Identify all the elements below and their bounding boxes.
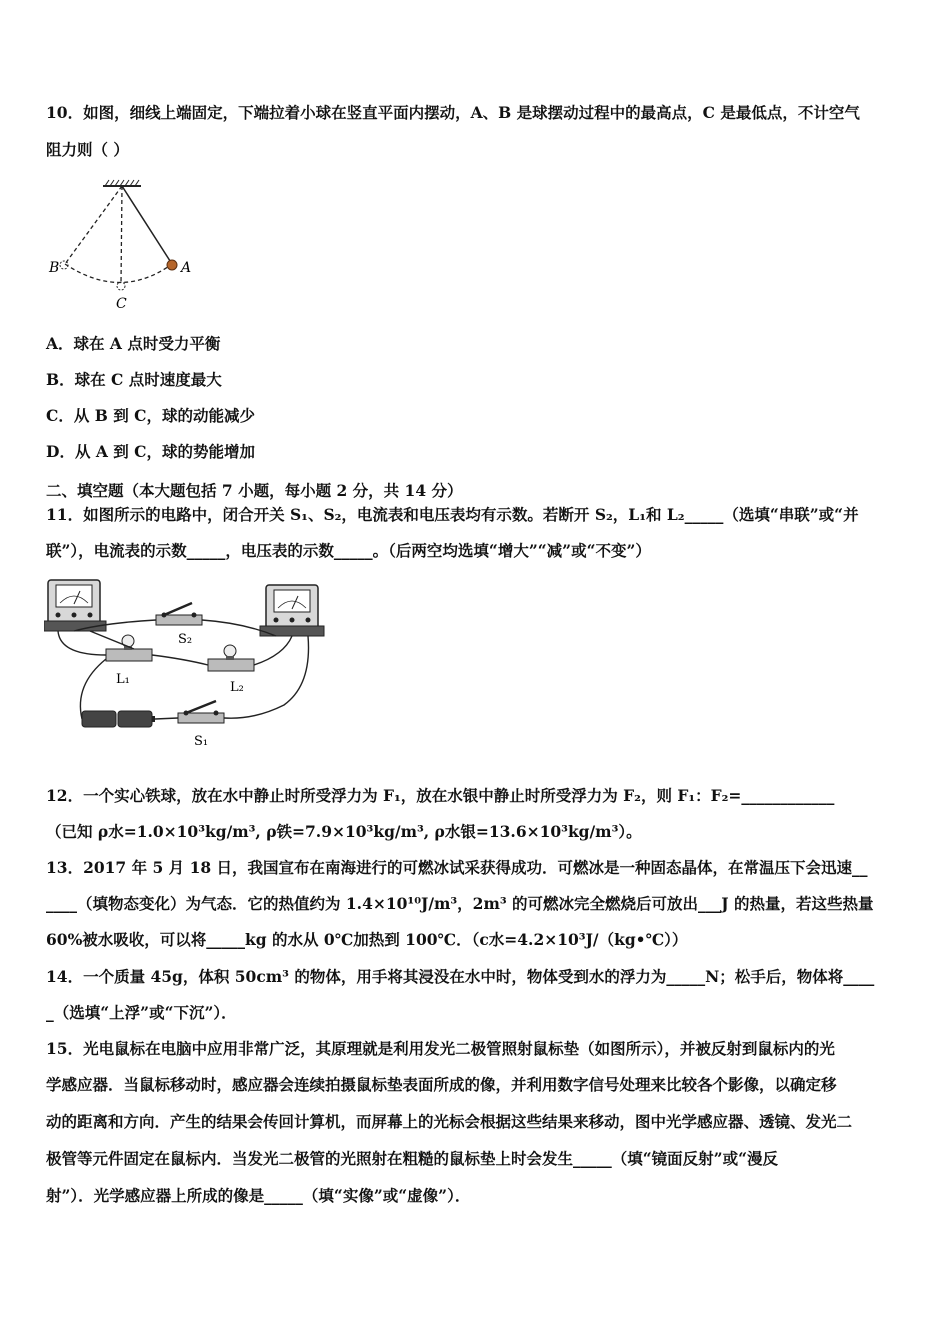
q15-stem-line4: 极管等元件固定在鼠标内．当发光二极管的光照射在粗糙的鼠标垫上时会发生_____（填“镜面反射”或“漫反 bbox=[46, 1149, 778, 1168]
switch-s1 bbox=[178, 701, 224, 723]
label-l2: L₂ bbox=[230, 680, 244, 695]
label-a: A bbox=[181, 260, 192, 276]
q12-stem-line2: （已知 ρ水=1.0×10³kg/m³, ρ铁=7.9×10³kg/m³, ρ水银=13.6×10³kg/m³）。 bbox=[46, 822, 642, 841]
swing-arc bbox=[65, 264, 172, 283]
q15-stem-line2: 学感应器．当鼠标移动时，感应器会连续拍摄鼠标垫表面所成的像，并利用数字信号处理来比较各个影像，以确定移 bbox=[46, 1075, 837, 1094]
ammeter bbox=[44, 580, 106, 631]
voltmeter bbox=[260, 585, 324, 636]
bulb-l1 bbox=[106, 635, 152, 661]
string-to-c-dashed bbox=[121, 186, 122, 284]
q13-stem-line3: 60%被水吸收，可以将_____kg 的水从 0℃加热到 100℃．（c水=4.2×10³J/（kg•℃）） bbox=[46, 930, 688, 949]
string-to-b-dashed bbox=[65, 186, 122, 264]
label-s2: S₂ bbox=[178, 632, 193, 647]
ball-a bbox=[167, 260, 177, 270]
q11-stem-line1: 11．如图所示的电路中，闭合开关 S₁、S₂，电流表和电压表均有示数。若断开 S₂，L₁和 L₂_____（选填“串联”或“并 bbox=[46, 505, 859, 524]
battery-pack bbox=[82, 711, 155, 727]
bulb-l2 bbox=[208, 645, 254, 671]
label-b: B bbox=[49, 260, 60, 276]
q10-stem-line2: 阻力则（ ） bbox=[46, 140, 129, 159]
q14-stem-line1: 14．一个质量 45g，体积 50cm³ 的物体，用手将其浸没在水中时，物体受到水的浮力为_____N；松手后，物体将____ bbox=[46, 967, 875, 986]
q10-option-a: A．球在 A 点时受力平衡 bbox=[46, 334, 221, 353]
q12-stem-line1: 12．一个实心铁球，放在水中静止时所受浮力为 F₁，放在水银中静止时所受浮力为 F₂，则 F₁：F₂=____________ bbox=[46, 786, 835, 805]
q13-stem-line2: ____（填物态变化）为气态．它的热值约为 1.4×10¹⁰J/m³，2m³ 的可燃冰完全燃烧后可放出___J 的热量，若这些热量 bbox=[46, 894, 874, 913]
q10-stem-line1: 10．如图，细线上端固定，下端拉着小球在竖直平面内摆动，A、B 是球摆动过程中的最高点，C 是最低点，不计空气 bbox=[46, 103, 860, 122]
q14-stem-line2: _（选填“上浮”或“下沉”）． bbox=[46, 1003, 237, 1022]
ceiling-support bbox=[103, 180, 141, 186]
ball-c-outline bbox=[117, 282, 125, 290]
pendulum-figure bbox=[45, 176, 205, 316]
q11-stem-line2: 联”），电流表的示数_____，电压表的示数_____。（后两空均选填“增大”“减”或“不变”） bbox=[46, 541, 651, 560]
label-s1: S₁ bbox=[194, 734, 209, 749]
switch-s2 bbox=[156, 603, 202, 625]
q15-stem-line3: 动的距离和方向．产生的结果会传回计算机，而屏幕上的光标会根据这些结果来移动，图中光学感应器、透镜、发光二 bbox=[46, 1112, 853, 1131]
section-heading: 二、填空题（本大题包括 7 小题，每小题 2 分，共 14 分） bbox=[46, 481, 463, 500]
q10-option-b: B．球在 C 点时速度最大 bbox=[46, 370, 222, 389]
string-to-a bbox=[122, 186, 172, 264]
circuit-figure bbox=[44, 575, 344, 755]
q15-stem-line1: 15．光电鼠标在电脑中应用非常广泛，其原理就是利用发光二极管照射鼠标垫（如图所示），并被反射到鼠标内的光 bbox=[46, 1039, 835, 1058]
label-c: C bbox=[116, 296, 127, 312]
q13-stem-line1: 13．2017 年 5 月 18 日，我国宣布在南海进行的可燃冰试采获得成功．可燃冰是一种固态晶体，在常温压下会迅速__ bbox=[46, 858, 868, 877]
q10-option-c: C．从 B 到 C，球的动能减少 bbox=[46, 406, 255, 425]
label-l1: L₁ bbox=[116, 672, 130, 687]
q10-option-d: D．从 A 到 C，球的势能增加 bbox=[46, 442, 255, 461]
q15-stem-line5: 射”）．光学感应器上所成的像是_____（填“实像”或“虚像”）． bbox=[46, 1186, 471, 1205]
